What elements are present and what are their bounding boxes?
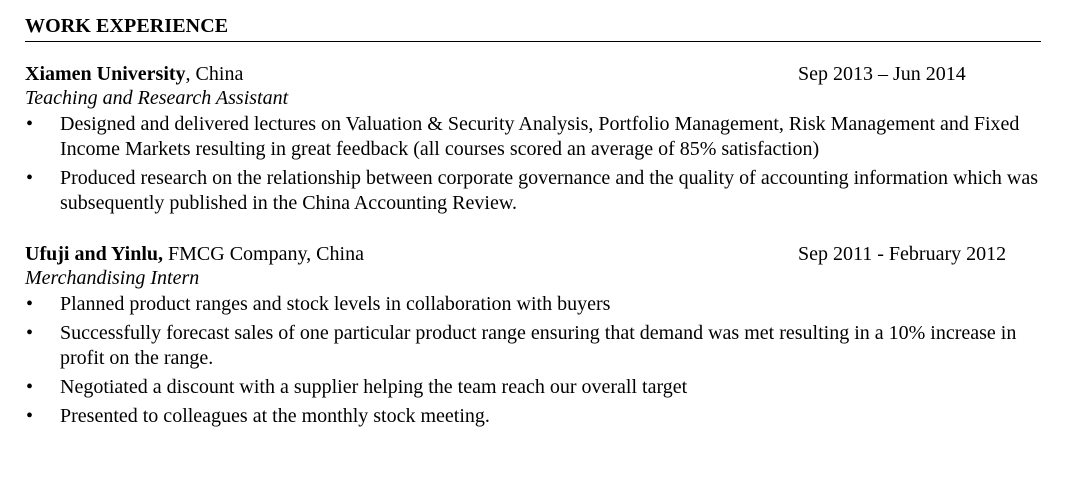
bullet-text: Produced research on the relationship between corporate governance and the quality of accounting information which was subsequently published in the China Accounting Review. [60,167,1038,214]
job-role: Teaching and Research Assistant [25,87,289,109]
employer-location: , China [185,63,244,85]
job-dates: Sep 2011 - February 2012 [798,243,1007,265]
employer-line [25,62,1065,87]
employer-line [25,242,1065,267]
section-divider [25,41,1041,42]
job-entry [25,62,1065,216]
job-role: Merchandising Intern [25,267,200,289]
bullet-text: Successfully forecast sales of one particular product range ensuring that demand was met resulting in a 10% increase in profit on the range. [60,322,1017,369]
bullet-icon: • [26,113,34,135]
bullet-icon: • [26,376,34,398]
job-entry [25,242,1065,429]
job-bullets [25,112,1065,216]
bullet-icon: • [26,322,34,344]
job-dates: Sep 2013 – Jun 2014 [798,63,966,85]
employer-name: Xiamen University [25,63,186,85]
bullet-text: Planned product ranges and stock levels in collaboration with buyers [60,293,611,315]
bullet-text: Designed and delivered lectures on Valuation & Security Analysis, Portfolio Management, Risk Management and Fixed Income Markets resulting in great feedback (all courses scored an average of 85% satisfaction) [60,113,1020,160]
bullet-item [25,292,1065,317]
bullet-text: Negotiated a discount with a supplier helping the team reach our overall target [60,376,688,398]
employer-name: Ufuji and Yinlu, [25,243,164,265]
bullet-icon: • [26,167,34,189]
job-bullets [25,292,1065,429]
bullet-text: Presented to colleagues at the monthly stock meeting. [60,405,490,427]
bullet-icon: • [26,293,34,315]
bullet-item [25,404,1065,429]
bullet-icon: • [26,405,34,427]
section-title: WORK EXPERIENCE [25,15,229,37]
employer-location: FMCG Company, China [163,243,364,265]
bullet-item [25,166,1065,216]
bullet-item [25,112,1065,162]
bullet-item [25,375,1065,400]
bullet-item [25,321,1065,371]
